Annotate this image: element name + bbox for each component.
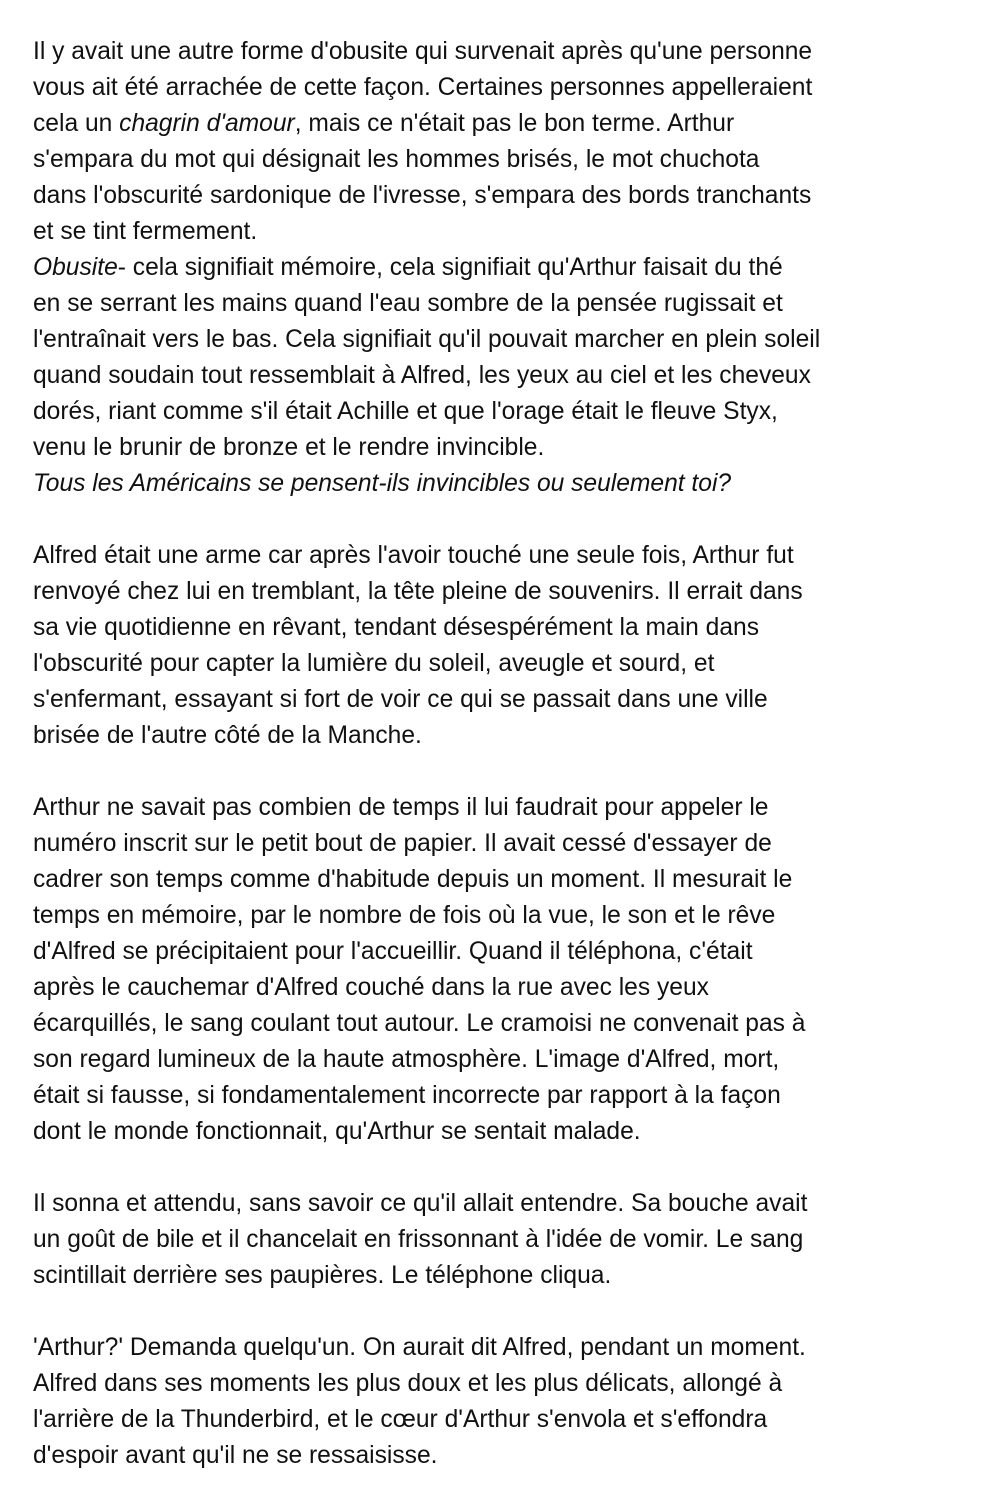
text-segment: d'Alfred se précipitaient pour l'accueillir. Quand il téléphona, c'était — [33, 938, 753, 965]
text-segment: Il y avait une autre forme d'obusite qui survenait après qu'une personne — [33, 38, 813, 65]
italic-text-segment: Tous les Américains se pensent-ils invincibles ou seulement toi? — [33, 470, 732, 497]
text-segment: dans l'obscurité sardonique de l'ivresse, s'empara des bords tranchants — [33, 182, 812, 209]
text-line — [33, 862, 972, 898]
text-segment: quand soudain tout ressemblait à Alfred, les yeux au ciel et les cheveux — [33, 362, 811, 389]
text-line — [33, 646, 972, 682]
text-segment: Arthur ne savait pas combien de temps il lui faudrait pour appeler le — [33, 794, 769, 821]
paragraph-gap — [33, 1150, 972, 1186]
text-segment: , mais ce n'était pas le bon terme. Arthur — [294, 110, 735, 137]
text-line — [33, 358, 972, 394]
text-segment: cela un — [33, 110, 120, 137]
text-line — [33, 1042, 972, 1078]
text-segment: écarquillés, le sang coulant tout autour. Le cramoisi ne convenait pas à — [33, 1010, 806, 1037]
paragraph-gap — [33, 1294, 972, 1330]
text-line — [33, 286, 972, 322]
text-line — [33, 718, 972, 754]
text-line — [33, 70, 972, 106]
text-line — [33, 1114, 972, 1150]
text-line — [33, 574, 972, 610]
text-line — [33, 826, 972, 862]
text-segment: dorés, riant comme s'il était Achille et que l'orage était le fleuve Styx, — [33, 398, 778, 425]
text-line — [33, 1438, 972, 1474]
text-segment: dont le monde fonctionnait, qu'Arthur se sentait malade. — [33, 1118, 641, 1145]
paragraph-gap — [33, 502, 972, 538]
italic-text-segment: chagrin d'amour — [119, 110, 295, 137]
text-segment: numéro inscrit sur le petit bout de papier. Il avait cessé d'essayer de — [33, 830, 772, 857]
text-segment: après le cauchemar d'Alfred couché dans la rue avec les yeux — [33, 974, 709, 1001]
text-line — [33, 538, 972, 574]
text-segment: brisée de l'autre côté de la Manche. — [33, 722, 422, 749]
paragraph-p2 — [33, 538, 972, 754]
text-line — [33, 1186, 972, 1222]
text-line — [33, 1258, 972, 1294]
paragraph-p3 — [33, 790, 972, 1150]
text-segment: d'espoir avant qu'il ne se ressaisisse. — [33, 1442, 438, 1469]
text-line — [33, 430, 972, 466]
text-line — [33, 682, 972, 718]
text-segment: son regard lumineux de la haute atmosphère. L'image d'Alfred, mort, — [33, 1046, 780, 1073]
text-line — [33, 178, 972, 214]
text-segment: un goût de bile et il chancelait en frissonnant à l'idée de vomir. Le sang — [33, 1226, 804, 1253]
text-line — [33, 1402, 972, 1438]
text-segment: l'obscurité pour capter la lumière du soleil, aveugle et sourd, et — [33, 650, 715, 677]
text-line — [33, 394, 972, 430]
text-line — [33, 970, 972, 1006]
document-body — [33, 34, 972, 1474]
text-segment: temps en mémoire, par le nombre de fois où la vue, le son et le rêve — [33, 902, 776, 929]
text-line — [33, 1078, 972, 1114]
text-line — [33, 106, 972, 142]
text-line — [33, 898, 972, 934]
paragraph-gap — [33, 754, 972, 790]
paragraph-p1 — [33, 34, 972, 502]
text-line — [33, 790, 972, 826]
text-line — [33, 214, 972, 250]
text-line — [33, 466, 972, 502]
text-segment: en se serrant les mains quand l'eau sombre de la pensée rugissait et — [33, 290, 783, 317]
text-segment: cadrer son temps comme d'habitude depuis un moment. Il mesurait le — [33, 866, 793, 893]
text-line — [33, 1330, 972, 1366]
paragraph-p4 — [33, 1186, 972, 1294]
text-segment: sa vie quotidienne en rêvant, tendant désespérément la main dans — [33, 614, 759, 641]
text-line — [33, 610, 972, 646]
text-line — [33, 1222, 972, 1258]
text-segment: l'arrière de la Thunderbird, et le cœur d'Arthur s'envola et s'effondra — [33, 1406, 768, 1433]
text-line — [33, 1366, 972, 1402]
text-segment: scintillait derrière ses paupières. Le téléphone cliqua. — [33, 1262, 612, 1289]
text-line — [33, 142, 972, 178]
text-segment: Alfred était une arme car après l'avoir touché une seule fois, Arthur fut — [33, 542, 794, 569]
text-segment: 'Arthur?' Demanda quelqu'un. On aurait dit Alfred, pendant un moment. — [33, 1334, 806, 1361]
text-segment: était si fausse, si fondamentalement incorrecte par rapport à la façon — [33, 1082, 781, 1109]
text-segment: venu le brunir de bronze et le rendre invincible. — [33, 434, 545, 461]
text-segment: s'enfermant, essayant si fort de voir ce qui se passait dans une ville — [33, 686, 768, 713]
text-line — [33, 250, 972, 286]
text-segment: Il sonna et attendu, sans savoir ce qu'il allait entendre. Sa bouche avait — [33, 1190, 808, 1217]
italic-text-segment: Obusite — [33, 254, 118, 281]
text-segment: vous ait été arrachée de cette façon. Certaines personnes appelleraient — [33, 74, 813, 101]
text-line — [33, 34, 972, 70]
text-line — [33, 322, 972, 358]
text-segment: - cela signifiait mémoire, cela signifiait qu'Arthur faisait du thé — [117, 254, 783, 281]
text-line — [33, 1006, 972, 1042]
text-line — [33, 934, 972, 970]
text-segment: s'empara du mot qui désignait les hommes brisés, le mot chuchota — [33, 146, 760, 173]
text-segment: renvoyé chez lui en tremblant, la tête pleine de souvenirs. Il errait dans — [33, 578, 803, 605]
text-segment: l'entraînait vers le bas. Cela signifiait qu'il pouvait marcher en plein soleil — [33, 326, 821, 353]
text-segment: Alfred dans ses moments les plus doux et les plus délicats, allongé à — [33, 1370, 783, 1397]
paragraph-p5 — [33, 1330, 972, 1474]
text-segment: et se tint fermement. — [33, 218, 258, 245]
